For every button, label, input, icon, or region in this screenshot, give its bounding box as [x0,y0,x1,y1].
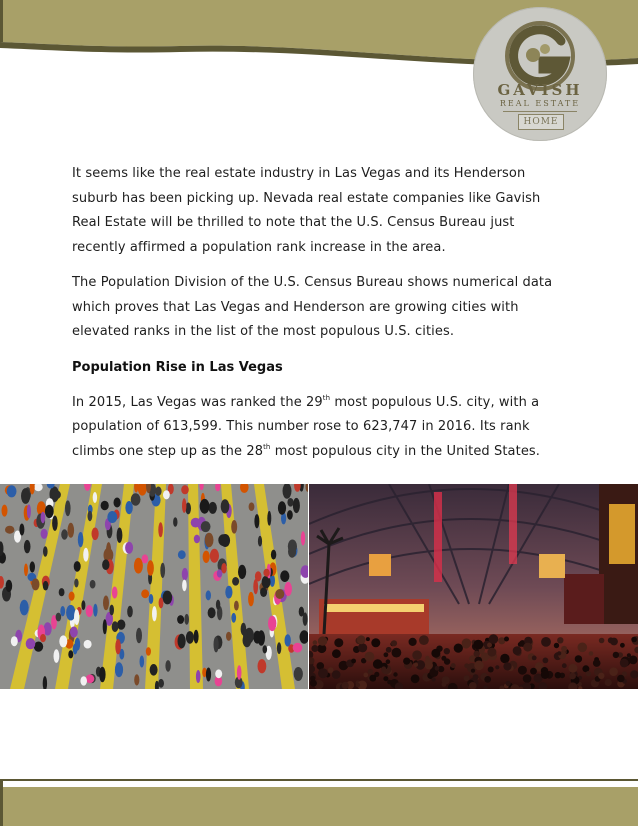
pedestrian-shape [125,542,133,554]
pedestrian-shape [24,540,31,553]
pedestrian-shape [221,499,230,513]
pedestrian-shape [93,492,97,503]
crowd-head-shape [444,648,450,654]
pedestrian-shape [287,510,293,520]
pedestrian-shape [203,551,210,563]
pedestrian-shape [83,548,88,562]
crowd-head-shape [557,637,563,643]
pedestrian-shape [214,637,219,653]
pedestrian-shape [184,614,189,625]
pedestrian-shape [93,604,97,617]
crowd-head-shape [620,659,629,668]
crowd-head-shape [557,651,561,655]
crowd-head-shape [474,661,484,671]
pedestrian-shape [112,621,119,632]
pedestrian-shape [206,590,211,600]
crowd-head-shape [464,675,470,681]
pedestrian-shape [258,536,262,547]
pedestrian-shape [152,606,157,621]
pedestrian-shape [136,628,142,643]
pedestrian-shape [178,550,186,559]
pedestrian-shape [181,485,189,494]
section-heading: Population Rise in Las Vegas [72,359,283,375]
pedestrian-shape [142,554,149,563]
pedestrian-shape [2,505,8,517]
crowd-head-shape [609,667,618,676]
crowd-head-shape [474,651,480,657]
pedestrian-shape [90,580,96,589]
pedestrian-shape [80,676,87,685]
crowd-head-shape [513,646,522,655]
pedestrian-shape [237,665,242,679]
pedestrian-shape [163,490,170,499]
pedestrian-shape [210,549,219,563]
pedestrian-shape [275,589,284,599]
pedestrian-shape [56,613,62,622]
pedestrian-shape [7,485,17,497]
crowd-head-shape [555,672,561,678]
crowd-head-shape [318,668,328,678]
paragraph-census: The Population Division of the U.S. Census Bureau shows numerical data which proves that Las Vegas and Henderson are growing cities with elevated ranks in the list of the most populous U.S. cities. [72,275,553,339]
pedestrian-shape [254,514,259,528]
crowd-head-shape [318,636,327,645]
crowd-head-shape [532,656,537,661]
pedestrian-shape [232,577,239,586]
pedestrian-shape [206,668,211,682]
pedestrian-shape [109,605,114,616]
crowd-head-shape [414,663,418,667]
crowd-head-shape [506,681,511,686]
crowd-head-shape [462,640,470,648]
crowd-head-shape [589,651,594,656]
pedestrian-shape [178,634,186,649]
crowd-head-shape [387,680,392,685]
pedestrian-shape [141,589,149,598]
crowd-head-shape [568,664,577,673]
pedestrian-shape [27,504,31,518]
pedestrian-shape [21,488,30,504]
pedestrian-shape [160,563,165,578]
pedestrian-shape [248,592,254,606]
crowd-head-shape [487,648,496,657]
pedestrian-shape [293,498,300,513]
crowd-head-shape [586,671,591,676]
pedestrian-shape [155,487,161,496]
pedestrian-shape [158,522,163,537]
pedestrian-shape [54,649,60,663]
crowd-head-shape [386,647,392,653]
crowd-head-shape [562,663,567,668]
pedestrian-shape [88,511,93,521]
pedestrian-shape [125,501,132,514]
pedestrian-shape [284,582,292,596]
crowd-head-shape [500,654,509,663]
pedestrian-shape [73,644,78,655]
crowd-head-shape [543,658,549,664]
crowd-head-shape [311,645,318,652]
crowd-head-shape [368,669,373,674]
logo-subtitle: REAL ESTATE [499,99,581,108]
crowd-head-shape [561,646,567,652]
pedestrian-shape [52,516,58,531]
pedestrian-shape [165,660,170,672]
crowd-head-shape [631,637,637,643]
crowd-head-shape [598,673,604,679]
pedestrian-shape [231,613,236,623]
pedestrian-shape [267,511,271,526]
crowd-head-shape [504,637,509,642]
crowd-head-shape [383,676,388,681]
pedestrian-shape [65,500,71,516]
pedestrian-shape [147,560,154,576]
crowd-head-shape [451,663,456,668]
pedestrian-shape [288,545,296,557]
crowd-head-shape [578,643,588,653]
crowd-head-shape [488,667,494,673]
pedestrian-shape [115,662,123,677]
crowd-head-shape [464,663,469,668]
crowd-head-shape [613,652,619,658]
footer-band [0,775,638,826]
logo-divider [503,111,577,112]
crowd-head-shape [391,640,397,646]
crowd-head-shape [412,650,422,660]
pedestrian-shape [59,588,65,596]
pedestrian-shape [182,568,188,580]
crowd-head-shape [431,649,440,658]
pedestrian-shape [150,664,158,676]
pedestrian-shape [61,529,68,539]
pedestrian-shape [238,565,246,579]
pedestrian-shape [134,558,143,574]
crowd-head-shape [351,659,356,664]
article-body [72,162,572,475]
crowd-head-shape [541,670,549,678]
crowd-head-shape [356,683,360,687]
crowd-crosswalk-photo [0,484,308,689]
pedestrian-shape [32,578,40,590]
pedestrian-shape [81,600,85,610]
pedestrian-shape [43,581,49,591]
crowd-head-shape [310,680,317,687]
crowd-head-shape [393,672,397,676]
pedestrian-shape [107,511,117,523]
pedestrian-shape [200,499,210,514]
pedestrian-shape [114,498,121,508]
crowd-head-shape [381,666,386,671]
pedestrian-shape [84,640,92,649]
pedestrian-shape [278,501,286,514]
pedestrian-shape [40,634,46,642]
crowd-head-shape [518,666,527,675]
crowd-head-shape [411,674,420,683]
pedestrian-shape [5,526,14,534]
pedestrian-shape [234,601,239,611]
pedestrian-shape [30,561,35,572]
crowd-head-shape [369,675,376,682]
crowd-head-shape [575,655,582,662]
pedestrian-shape [209,502,217,514]
pedestrian-shape [301,531,305,545]
crowd-head-shape [363,673,368,678]
crowd-head-shape [431,677,435,681]
crowd-head-shape [441,656,446,661]
crowd-head-shape [473,640,483,650]
pedestrian-shape [253,579,258,594]
pedestrian-shape [26,638,36,649]
pedestrian-shape [260,587,267,597]
pedestrian-shape [243,628,247,641]
pedestrian-shape [99,667,105,682]
crowd-head-shape [593,659,601,667]
pedestrian-shape [92,528,99,541]
crowd-head-shape [386,659,391,664]
pedestrian-shape [208,607,216,618]
pedestrian-shape [131,493,141,505]
pedestrian-shape [280,570,289,582]
pedestrian-shape [216,600,220,610]
pedestrian-shape [182,498,186,513]
crowd-head-shape [403,658,410,665]
crowd-head-shape [471,669,475,673]
pedestrian-shape [158,679,164,688]
crowd-head-shape [366,637,370,641]
pedestrian-shape [43,546,48,557]
logo-name: GAVISH [497,81,583,99]
pedestrian-shape [74,579,78,588]
pedestrian-shape [45,505,54,518]
pedestrian-shape [52,490,61,499]
crowd-head-shape [334,638,343,647]
crowd-head-shape [569,673,576,680]
pedestrian-shape [41,529,48,539]
pedestrian-shape [134,674,139,685]
crowd-head-shape [332,649,341,658]
pedestrian-shape [41,512,46,523]
crowd-head-shape [495,665,499,669]
pedestrian-shape [196,670,201,683]
crowd-head-shape [392,648,402,658]
fremont-street-image [309,484,638,689]
crowd-head-shape [365,652,375,662]
pedestrian-shape [112,587,118,599]
crowd-head-shape [599,638,605,644]
pedestrian-shape [249,502,255,511]
pedestrian-shape [102,559,109,570]
crowd-head-shape [342,682,349,689]
pedestrian-shape [218,534,228,546]
pedestrian-shape [86,674,95,683]
pedestrian-shape [182,580,187,592]
pedestrian-shape [268,616,276,631]
pedestrian-shape [263,645,268,653]
pedestrian-shape [78,532,84,547]
pedestrian-shape [70,627,78,638]
pedestrian-shape [11,636,18,646]
crowd-head-shape [617,675,625,683]
pedestrian-shape [287,498,293,507]
crowd-head-shape [328,667,334,673]
pedestrian-shape [68,650,73,658]
pedestrian-shape [225,586,232,599]
pedestrian-shape [173,517,177,527]
pedestrian-shape [258,659,267,673]
pedestrian-shape [191,518,201,528]
crowd-head-shape [523,643,532,652]
crowd-head-shape [489,634,499,644]
pedestrian-shape [68,523,75,538]
home-link[interactable]: HOME [518,114,564,130]
pedestrian-shape [194,630,199,644]
pedestrian-shape [149,594,154,604]
pedestrian-shape [221,563,226,574]
pedestrian-shape [215,669,222,678]
pedestrian-shape [294,667,303,681]
crowd-head-shape [530,668,537,675]
pedestrian-shape [201,521,211,532]
pedestrian-shape [140,656,145,668]
crowd-head-shape [371,638,380,647]
paragraph-intro: It seems like the real estate industry in Las Vegas and its Henderson suburb has been picking up. Nevada real estate companies like Gavish Real Estate will be thrilled to note that the U.S. Census Bureau just recently affirmed a population rank increase in the area. [72,166,541,255]
pedestrian-shape [101,501,109,510]
crowd-head-shape [332,670,341,679]
pedestrian-shape [20,600,29,616]
crowd-head-shape [629,656,638,665]
pedestrian-shape [74,609,79,625]
pedestrian-shape [194,535,200,544]
pedestrian-shape [59,635,67,647]
pedestrian-shape [186,631,194,644]
crowd-head-shape [425,658,433,666]
pedestrian-shape [293,643,303,653]
fremont-street-photo [309,484,638,689]
pedestrian-shape [60,606,65,616]
pedestrian-shape [253,631,261,644]
pedestrian-shape [163,591,173,605]
crowd-head-shape [358,643,367,652]
pedestrian-shape [103,619,107,634]
crowd-head-shape [419,635,429,645]
crowd-head-shape [484,676,491,683]
pedestrian-shape [86,605,93,617]
crowd-head-shape [357,635,366,644]
pedestrian-shape [277,642,281,654]
crowd-head-shape [620,643,625,648]
pedestrian-shape [115,639,121,654]
crowd-head-shape [610,638,618,646]
crowd-head-shape [523,674,532,683]
pedestrian-shape [117,528,123,543]
crowd-head-shape [554,643,559,648]
pedestrian-shape [299,607,304,617]
pedestrian-shape [271,550,276,560]
crowd-head-shape [409,638,417,646]
pedestrian-shape [231,520,237,534]
crowd-head-shape [435,666,440,671]
crowd-head-shape [384,652,389,657]
crowd-head-shape [442,682,447,687]
pedestrian-shape [146,647,151,656]
pedestrian-shape [69,592,75,601]
pedestrian-shape [24,564,28,577]
footer-bar [0,775,638,826]
crowd-head-shape [454,644,463,653]
gavish-logo[interactable] [473,7,607,141]
pedestrian-shape [74,561,81,572]
pedestrian-shape [19,524,24,536]
pedestrian-shape [127,606,133,618]
pedestrian-shape [159,597,164,608]
pedestrian-shape [117,620,125,630]
pedestrian-shape [6,580,13,592]
crowd-head-shape [313,640,318,645]
pedestrian-shape [285,634,291,646]
pedestrian-shape [217,569,223,577]
pedestrian-shape [205,533,214,547]
crowd-head-shape [605,679,612,686]
crowd-head-shape [503,662,511,670]
paragraph-population: In 2015, Las Vegas was ranked the 29th most populous U.S. city, with a population of 613,599. This number rose to 623,747 in 2016. Its rank climbs one step up as the 28th most populous city in the United States. [72,393,541,459]
pedestrian-shape [263,569,269,577]
crowd-head-shape [541,637,551,647]
pedestrian-shape [103,596,109,611]
crowd-crosswalk-image [0,484,308,689]
pedestrian-shape [226,632,231,641]
pedestrian-shape [177,615,184,624]
